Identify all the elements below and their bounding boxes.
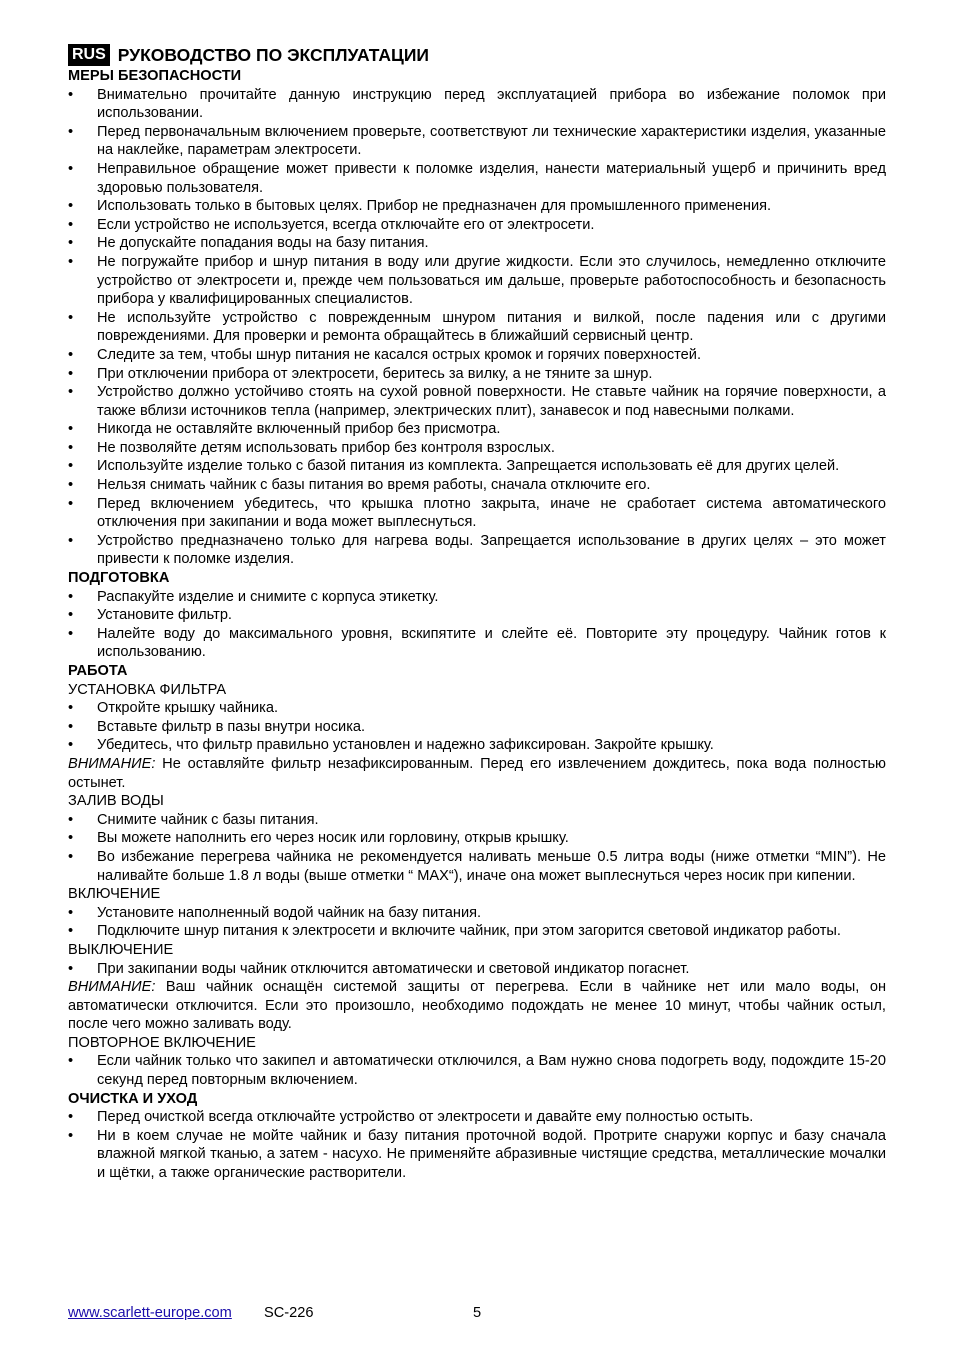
filter-list xyxy=(68,699,886,755)
list-item: • Неправильное обращение может привести к поломке изделия, нанести материальный ущерб и причинить вред здоровью пользователя. xyxy=(68,160,886,197)
switch-on-list xyxy=(68,904,886,941)
list-item: • Установите фильтр. xyxy=(68,606,886,625)
list-item: • Нельзя снимать чайник с базы питания во время работы, сначала отключите его. xyxy=(68,476,886,495)
list-item: • Снимите чайник с базы питания. xyxy=(68,811,886,830)
language-badge: RUS xyxy=(68,44,110,66)
list-item: • Перед первоначальным включением проверьте, соответствуют ли технические характеристики изделия, указанные на наклейке, параметрам электросети. xyxy=(68,123,886,160)
preparation-list xyxy=(68,588,886,662)
list-item: • Внимательно прочитайте данную инструкцию перед эксплуатацией прибора во избежание поломок при использовании. xyxy=(68,86,886,123)
subheading-restart: ПОВТОРНОЕ ВКЛЮЧЕНИЕ xyxy=(68,1034,256,1051)
list-item: • Подключите шнур питания к электросети и включите чайник, при этом загорится световой индикатор работы. xyxy=(68,922,886,941)
list-item: • Установите наполненный водой чайник на базу питания. xyxy=(68,904,886,923)
note-label: ВНИМАНИЕ: xyxy=(68,755,156,772)
list-item: • При закипании воды чайник отключится автоматически и световой индикатор погаснет. xyxy=(68,960,886,979)
list-item: • Если устройство не используется, всегда отключайте его от электросети. xyxy=(68,216,886,235)
list-item: • Распакуйте изделие и снимите с корпуса этикетку. xyxy=(68,588,886,607)
subheading-switch-on: ВКЛЮЧЕНИЕ xyxy=(68,886,161,903)
document-title: РУКОВОДСТВО ПО ЭКСПЛУАТАЦИИ xyxy=(117,45,429,65)
filter-note xyxy=(68,755,886,792)
filling-list xyxy=(68,811,886,885)
page-footer xyxy=(68,1303,886,1323)
overheat-note xyxy=(68,978,886,1034)
list-item: • При отключении прибора от электросети, беритесь за вилку, а не тяните за шнур. xyxy=(68,365,886,384)
list-item: • Используйте изделие только с базой питания из комплекта. Запрещается использовать её для других целей. xyxy=(68,457,886,476)
subheading-filter: УСТАНОВКА ФИЛЬТРА xyxy=(68,681,227,698)
list-item: • Никогда не оставляйте включенный прибор без присмотра. xyxy=(68,420,886,439)
section-heading-preparation: ПОДГОТОВКА xyxy=(68,570,170,587)
list-item: • Во избежание перегрева чайника не рекомендуется наливать меньше 0.5 литра воды (ниже отметки “MIN”). Не наливайте больше 1.8 л воды (выше отметки “ MAX“), иначе она может выплеснуться через носик при кипении. xyxy=(68,848,886,885)
list-item: • Если чайник только что закипел и автоматически отключился, а Вам нужно снова подогреть воду, подождите 15-20 секунд перед повторным включением. xyxy=(68,1052,886,1089)
list-item: • Не погружайте прибор и шнур питания в воду или другие жидкости. Если это случилось, немедленно отключите устройство от электросети и, прежде чем пользоваться им дальше, проверьте работоспособность и безопасность прибора у квалифицированных специалистов. xyxy=(68,253,886,309)
section-heading-operation: РАБОТА xyxy=(68,663,128,679)
title-row xyxy=(68,44,886,66)
list-item: • Следите за тем, чтобы шнур питания не касался острых кромок и горячих поверхностей. xyxy=(68,346,886,365)
website-link[interactable]: www.scarlett-europe.com xyxy=(68,1305,232,1321)
model-number: SC-226 xyxy=(264,1305,314,1321)
list-item: • Ни в коем случае не мойте чайник и базу питания проточной водой. Протрите снаружи корпус и базу сначала влажной мягкой тканью, а затем - насухо. Не применяйте абразивные чистящие средства, металлические мочалки и щётки, а также органические растворители. xyxy=(68,1127,886,1183)
list-item: • Не допускайте попадания воды на базу питания. xyxy=(68,234,886,253)
list-item: • Перед включением убедитесь, что крышка плотно закрыта, иначе не сработает система автоматического отключения при закипании и вода может выплеснуться. xyxy=(68,495,886,532)
list-item: • Вы можете наполнить его через носик или горловину, открыв крышку. xyxy=(68,829,886,848)
switch-off-list xyxy=(68,960,886,979)
note-text: Не оставляйте фильтр незафиксированным. Перед его извлечением дождитесь, пока вода полностью остынет. xyxy=(68,755,886,791)
list-item: • Убедитесь, что фильтр правильно установлен и надежно зафиксирован. Закройте крышку. xyxy=(68,736,886,755)
subheading-filling: ЗАЛИВ ВОДЫ xyxy=(68,793,164,810)
list-item: • Устройство предназначено только для нагрева воды. Запрещается использование в других целях – это может привести к поломке изделия. xyxy=(68,532,886,569)
list-item: • Откройте крышку чайника. xyxy=(68,699,886,718)
manual-page xyxy=(68,44,886,1183)
section-heading-cleaning: ОЧИСТКА И УХОД xyxy=(68,1090,198,1107)
list-item: • Перед очисткой всегда отключайте устройство от электросети и давайте ему полностью остыть. xyxy=(68,1108,886,1127)
list-item: • Вставьте фильтр в пазы внутри носика. xyxy=(68,718,886,737)
list-item: • Не используйте устройство с поврежденным шнуром питания и вилкой, после падения или с другими повреждениями. Для проверки и ремонта обращайтесь в ближайший сервисный центр. xyxy=(68,309,886,346)
page-number: 5 xyxy=(473,1305,482,1321)
list-item: • Использовать только в бытовых целях. Прибор не предназначен для промышленного применения. xyxy=(68,197,886,216)
note-label: ВНИМАНИЕ: xyxy=(68,979,156,996)
list-item: • Налейте воду до максимального уровня, вскипятите и слейте её. Повторите эту процедуру. Чайник готов к использованию. xyxy=(68,625,886,662)
restart-list xyxy=(68,1052,886,1089)
list-item: • Устройство должно устойчиво стоять на сухой ровной поверхности. Не ставьте чайник на горячие поверхности, а также вблизи источников тепла (например, электрических плит), занавесок и под навесными полками. xyxy=(68,383,886,420)
section-heading-safety: МЕРЫ БЕЗОПАСНОСТИ xyxy=(68,68,242,84)
cleaning-list xyxy=(68,1108,886,1182)
subheading-switch-off: ВЫКЛЮЧЕНИЕ xyxy=(68,941,174,958)
list-item: • Не позволяйте детям использовать прибор без контроля взрослых. xyxy=(68,439,886,458)
safety-list xyxy=(68,86,886,569)
note-text: Ваш чайник оснащён системой защиты от перегрева. Если в чайнике нет или мало воды, он автоматически отключится. Если это произошло, необходимо подождать не менее 10 минут, чтобы чайник остыл, после чего можно заливать воду. xyxy=(68,979,886,1033)
